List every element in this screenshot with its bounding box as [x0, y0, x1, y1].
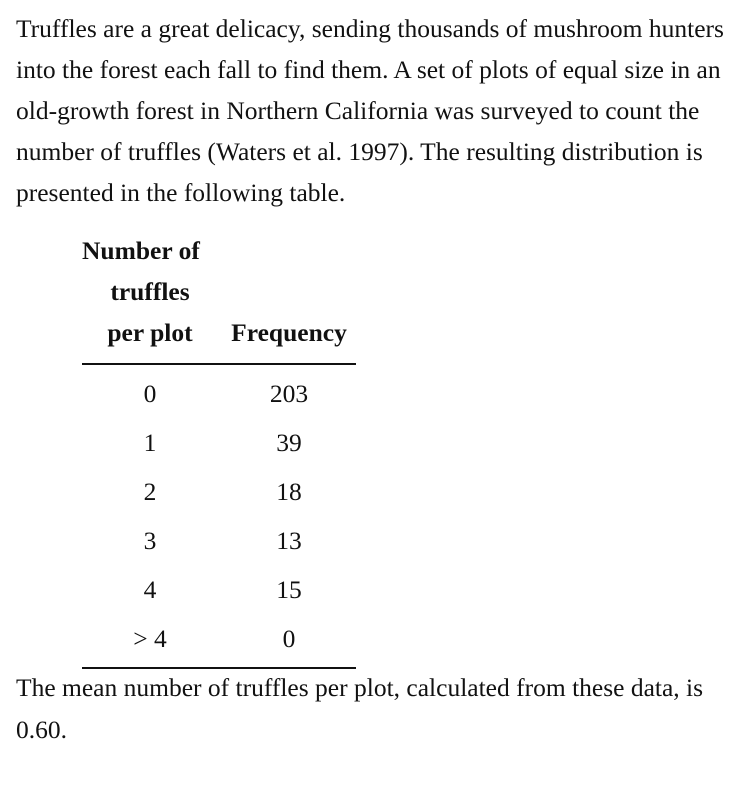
truffle-frequency-table	[82, 230, 356, 669]
header-frequency: Frequency	[218, 230, 356, 364]
cell-truffle-count: 2	[143, 476, 157, 506]
table-row	[82, 614, 356, 668]
table-row	[82, 516, 356, 565]
cell-frequency: 15	[276, 574, 302, 604]
table-row	[82, 418, 356, 467]
table-header-row	[82, 230, 356, 364]
header-count-line-2: truffles	[110, 277, 190, 306]
cell-frequency: 13	[276, 525, 302, 555]
cell-frequency: 39	[276, 427, 302, 457]
cell-truffle-count: 0	[143, 378, 157, 408]
cell-frequency: 203	[269, 378, 309, 408]
cell-frequency: 18	[276, 476, 302, 506]
cell-truffle-count: 4	[143, 574, 157, 604]
table-row	[82, 565, 356, 614]
table-row	[82, 364, 356, 418]
truffle-frequency-table-container	[82, 230, 356, 669]
cell-truffle-count: 3	[143, 525, 157, 555]
intro-paragraph: Truffles are a great delicacy, sending thousands of mushroom hunters into the forest each fall to find them. A set of plots of equal size in an old-growth forest in Northern California was surveyed to count the number of truffles (Waters et al. 1997). The resulting distribution is presented in the following table.	[16, 14, 724, 207]
cell-frequency: 0	[218, 614, 356, 668]
cell-truffle-count: > 4	[82, 614, 218, 668]
header-count-line-3: per plot	[107, 318, 193, 347]
header-truffles-per-plot	[82, 230, 218, 364]
cell-truffle-count: 1	[143, 427, 157, 457]
header-count-line-1: Number of	[82, 236, 200, 265]
outro-paragraph: The mean number of truffles per plot, calculated from these data, is 0.60.	[16, 673, 704, 744]
table-row	[82, 467, 356, 516]
